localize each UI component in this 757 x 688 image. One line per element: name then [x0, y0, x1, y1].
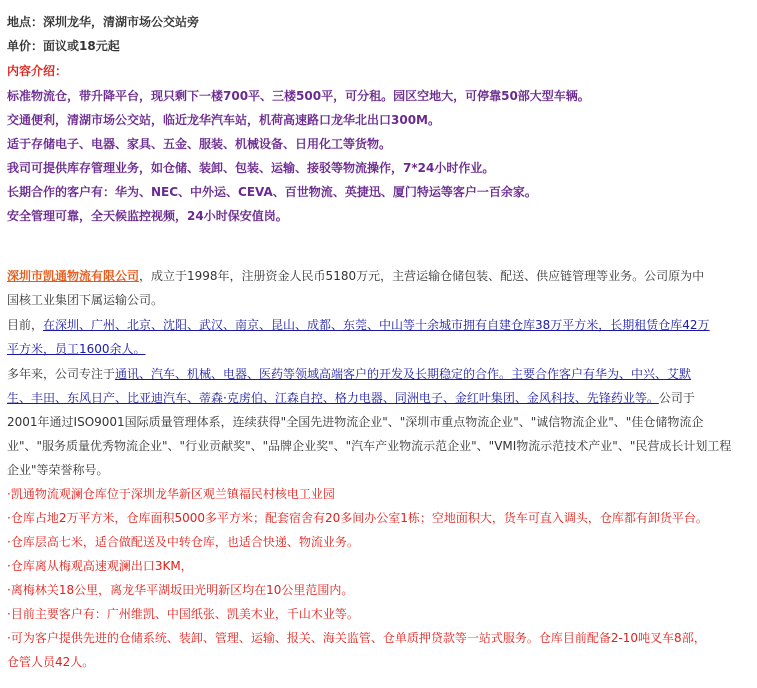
clients-rest: 公司于: [658, 391, 695, 405]
honors-line: 业"、"服务质量优秀物流企业"、"行业贡献奖"、"品牌企业奖"、"汽车产业物流示范企业"、"VMI物流示范技术产业"、"民营成长计划工程: [7, 439, 732, 453]
company-desc: ，成立于1998年，注册资金人民币5180万元，主营运输仓储包装、配送、供应链管理等业务。公司原为中: [139, 269, 705, 283]
company-intro-line: [7, 268, 704, 284]
clients-line2: [7, 390, 695, 406]
intro-line: 交通便利，清湖市场公交站，临近龙华汽车站，机荷高速路口龙华北出口300M。: [7, 113, 440, 127]
warehouse-line2: [7, 341, 146, 357]
warehouse-line: [7, 317, 710, 333]
location-row: [7, 14, 199, 30]
bullet-item: ·仓库离从梅观高速观澜出口3KM，: [7, 559, 193, 573]
clients-line: [7, 366, 691, 382]
intro-heading: 内容介绍：: [7, 64, 68, 78]
bullet-item: ·仓库层高七米，适合做配送及中转仓库，也适合快递、物流业务。: [7, 535, 359, 549]
intro-line: 我司可提供库存管理业务，如仓储、装卸、包装、运输、接驳等物流操作，7*24小时作业。: [7, 161, 495, 175]
bullet-item: ·离梅林关18公里，离龙华平湖坂田光明新区均在10公里范围内。: [7, 583, 354, 597]
clients-lead: 多年来，公司专注于: [7, 367, 116, 381]
warehouse-link[interactable]: 在深圳、广州、北京、沈阳、武汉、南京、昆山、成都、东莞、中山等十余城市拥有自建仓库38万平方米，长期租赁仓库42万: [43, 318, 710, 332]
price-value: 面议或18元起: [43, 39, 120, 53]
intro-line: 安全管理可靠，全天候监控视频，24小时保安值岗。: [7, 209, 288, 223]
intro-line: 适于存储电子、电器、家具、五金、服装、机械设备、日用化工等货物。: [7, 137, 392, 151]
bullet-item: ·目前主要客户有：广州维凯、中国纸张、凯美木业，千山木业等。: [7, 607, 359, 621]
price-row: [7, 38, 120, 54]
company-desc-line2: 国核工业集团下属运输公司。: [7, 293, 164, 307]
intro-line: 长期合作的客户有：华为、NEC、中外运、CEVA、百世物流、英捷迅、厦门特运等客户一百余家。: [7, 185, 537, 199]
location-label: 地点：: [7, 15, 44, 29]
bullet-item: ·仓库占地2万平方米，仓库面积5000多平方米；配套宿舍有20多间办公室1栋；空地面积大，货车可直入调头，仓库都有卸货平台。: [7, 511, 708, 525]
clients-link[interactable]: 通讯、汽车、机械、电器、医药等领域高端客户的开发及长期稳定的合作。主要合作客户有华为、中兴、艾默: [115, 367, 692, 381]
bullet-item-cont: 仓管人员42人。: [7, 655, 95, 669]
warehouse-link-cont[interactable]: 平方米，员工1600余人。: [7, 342, 146, 356]
bullet-item: ·凯通物流观澜仓库位于深圳龙华新区观兰镇福民村核电工业园: [7, 487, 335, 501]
honors-line: 企业"等荣誉称号。: [7, 463, 109, 477]
warehouse-lead: 目前，: [7, 318, 44, 332]
company-name-link[interactable]: 深圳市凯通物流有限公司: [7, 269, 140, 283]
bullet-item: ·可为客户提供先进的仓储系统、装卸、管理、运输、报关、海关监管、仓单质押贷款等一站式服务。仓库目前配备2-10吨叉车8部，: [7, 631, 706, 645]
price-label: 单价：: [7, 39, 44, 53]
location-value: 深圳龙华，清湖市场公交站旁: [43, 15, 200, 29]
honors-line: 2001年通过ISO9001国际质量管理体系，连续获得"全国先进物流企业"、"深圳市重点物流企业"、"诚信物流企业"、"佳仓储物流企: [7, 415, 704, 429]
intro-line: 标准物流仓，带升降平台，现只剩下一楼700平、三楼500平，可分租。园区空地大，可停靠50部大型车辆。: [7, 89, 590, 103]
clients-link-cont[interactable]: 生、丰田、东风日产、比亚迪汽车、蒂森·克虏伯、江森自控、格力电器、同洲电子、金红叶集团、金风科技、先锋药业等。: [7, 391, 659, 405]
